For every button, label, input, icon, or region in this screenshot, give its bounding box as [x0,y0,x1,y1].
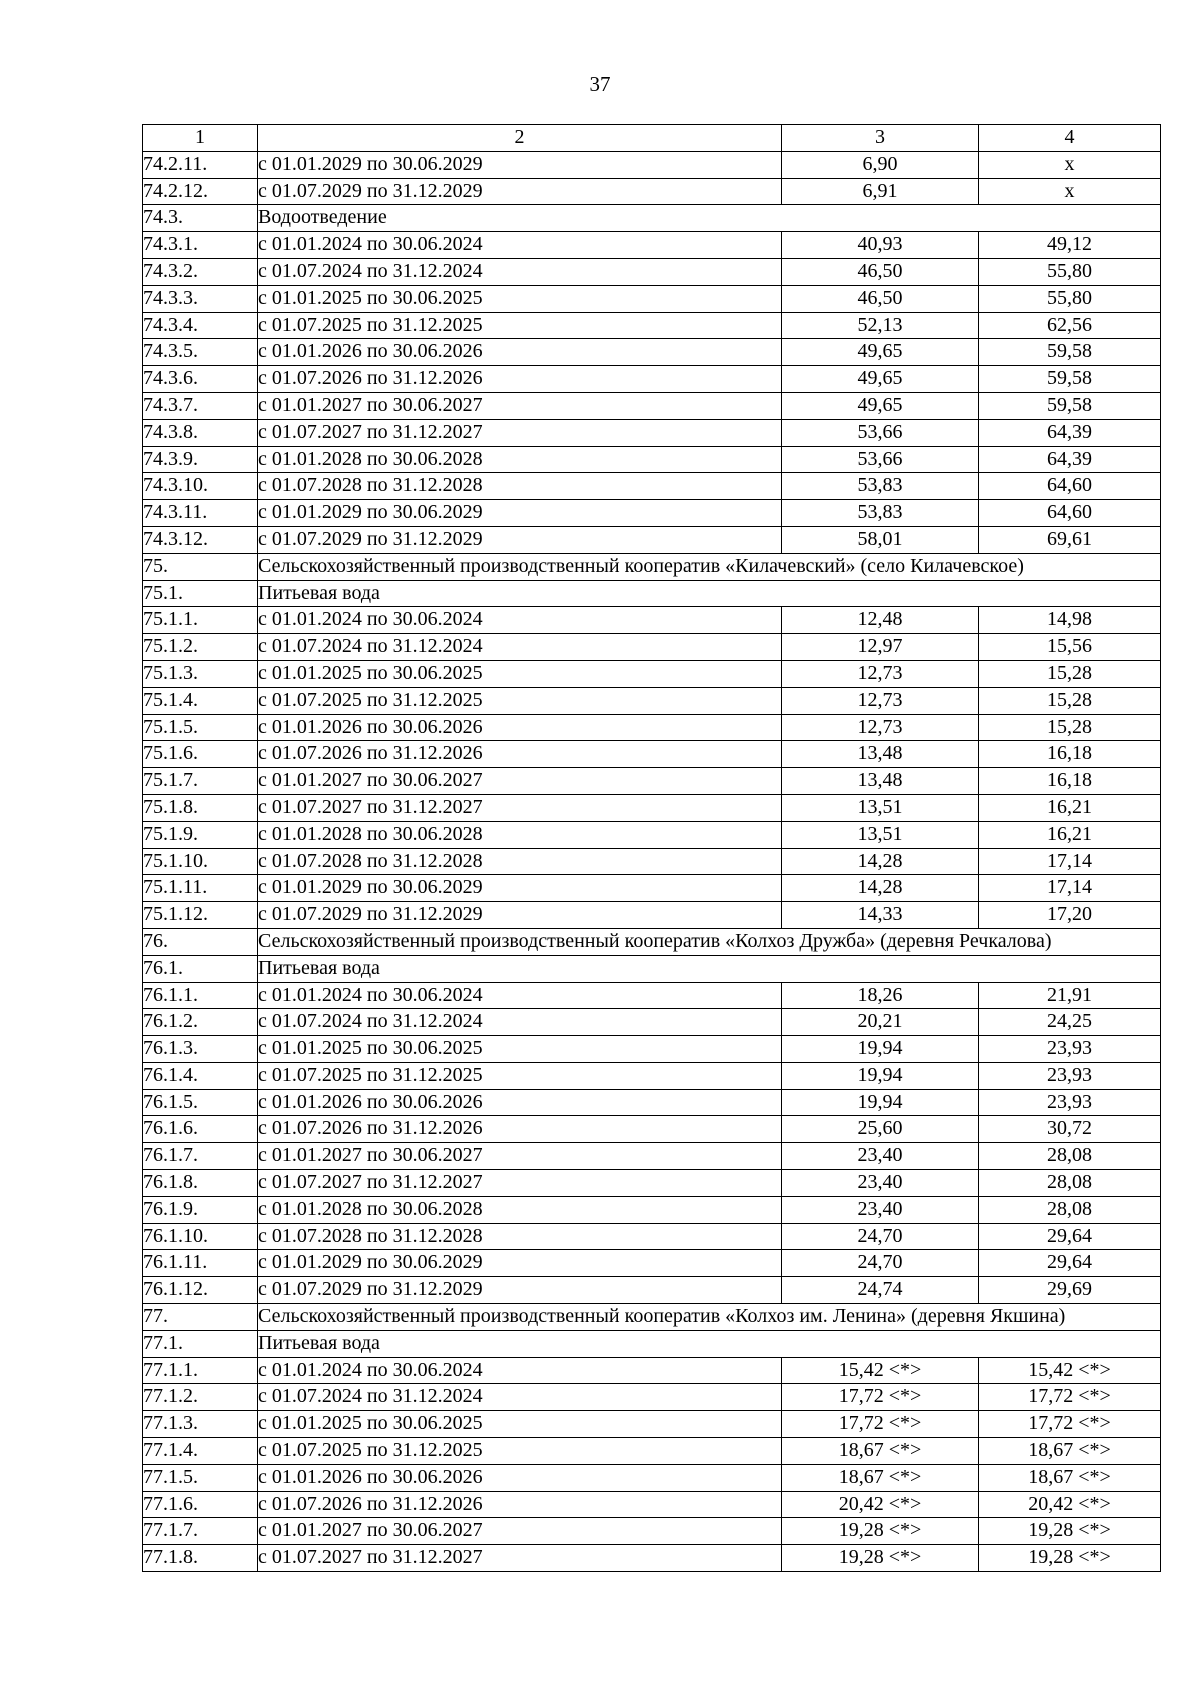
row-number: 74.2.12. [143,178,258,205]
period-cell: с 01.01.2026 по 30.06.2026 [258,714,782,741]
tariff-value-col4: 15,28 [979,660,1161,687]
period-cell: с 01.01.2027 по 30.06.2027 [258,1518,782,1545]
tariff-value-col4: 64,60 [979,500,1161,527]
table-row [143,1170,1161,1197]
tariff-value-col4: х [979,178,1161,205]
tariff-value-col4: 64,60 [979,473,1161,500]
tariff-value-col3: 25,60 [782,1116,979,1143]
period-cell: с 01.01.2024 по 30.06.2024 [258,607,782,634]
period-cell: с 01.07.2027 по 31.12.2027 [258,1170,782,1197]
period-cell: с 01.01.2029 по 30.06.2029 [258,151,782,178]
period-cell: с 01.01.2029 по 30.06.2029 [258,875,782,902]
tariff-value-col4: 28,08 [979,1143,1161,1170]
table-row [143,768,1161,795]
tariff-value-col4: 14,98 [979,607,1161,634]
period-cell: с 01.01.2028 по 30.06.2028 [258,821,782,848]
tariff-table-body [143,125,1161,1572]
tariff-value-col4: 62,56 [979,312,1161,339]
tariff-value-col3: 49,65 [782,392,979,419]
table-row [143,1250,1161,1277]
tariff-value-col3: 19,94 [782,1089,979,1116]
row-number: 74.3.9. [143,446,258,473]
row-number: 76.1. [143,955,258,982]
period-cell: с 01.07.2029 по 31.12.2029 [258,178,782,205]
period-cell: с 01.07.2028 по 31.12.2028 [258,848,782,875]
row-number: 77.1.7. [143,1518,258,1545]
row-number: 74.3.12. [143,526,258,553]
tariff-value-col4: 64,39 [979,446,1161,473]
period-cell: с 01.07.2024 по 31.12.2024 [258,634,782,661]
tariff-value-col3: 19,94 [782,1036,979,1063]
tariff-value-col4: 30,72 [979,1116,1161,1143]
tariff-value-col3: 40,93 [782,232,979,259]
row-number: 74.3. [143,205,258,232]
table-row [143,1062,1161,1089]
tariff-value-col4: 17,72 <*> [979,1411,1161,1438]
table-row [143,982,1161,1009]
tariff-value-col3: 12,48 [782,607,979,634]
period-cell: с 01.01.2029 по 30.06.2029 [258,500,782,527]
table-row [143,848,1161,875]
tariff-value-col3: 18,26 [782,982,979,1009]
tariff-value-col3: 12,73 [782,687,979,714]
row-number: 74.3.3. [143,285,258,312]
table-row [143,1196,1161,1223]
column-number-header-row [143,125,1161,152]
row-number: 75.1.8. [143,794,258,821]
tariff-value-col4: 19,28 <*> [979,1518,1161,1545]
tariff-value-col3: 23,40 [782,1170,979,1197]
tariff-value-col4: 55,80 [979,285,1161,312]
section-title: Водоотведение [258,205,1161,232]
tariff-value-col4: 20,42 <*> [979,1491,1161,1518]
row-number: 76.1.7. [143,1143,258,1170]
tariff-value-col4: 16,21 [979,794,1161,821]
period-cell: с 01.01.2027 по 30.06.2027 [258,392,782,419]
row-number: 74.3.7. [143,392,258,419]
tariff-value-col3: 53,66 [782,419,979,446]
row-number: 77.1.2. [143,1384,258,1411]
section-title: Питьевая вода [258,580,1161,607]
tariff-value-col4: 18,67 <*> [979,1438,1161,1465]
row-number: 77.1.3. [143,1411,258,1438]
tariff-value-col4: 17,14 [979,848,1161,875]
row-number: 75.1.11. [143,875,258,902]
table-row [143,1545,1161,1572]
period-cell: с 01.01.2029 по 30.06.2029 [258,1250,782,1277]
tariff-value-col3: 53,83 [782,500,979,527]
tariff-value-col3: 13,51 [782,794,979,821]
row-number: 77.1. [143,1330,258,1357]
table-row [143,392,1161,419]
table-row [143,634,1161,661]
period-cell: с 01.01.2025 по 30.06.2025 [258,1411,782,1438]
row-number: 75.1.3. [143,660,258,687]
row-number: 75.1.2. [143,634,258,661]
tariff-value-col4: 17,20 [979,902,1161,929]
tariff-value-col3: 18,67 <*> [782,1464,979,1491]
table-row [143,526,1161,553]
period-cell: с 01.01.2024 по 30.06.2024 [258,982,782,1009]
tariff-value-col3: 17,72 <*> [782,1384,979,1411]
row-number: 76.1.1. [143,982,258,1009]
tariff-value-col4: 16,21 [979,821,1161,848]
tariff-value-col4: 28,08 [979,1196,1161,1223]
period-cell: с 01.07.2026 по 31.12.2026 [258,366,782,393]
table-row [143,151,1161,178]
section-title: Сельскохозяйственный производственный кооператив «Килачевский» (село Килачевское) [258,553,1161,580]
table-row [143,1116,1161,1143]
period-cell: с 01.07.2025 по 31.12.2025 [258,1062,782,1089]
tariff-value-col3: 14,33 [782,902,979,929]
row-number: 76. [143,928,258,955]
section-row [143,205,1161,232]
column-number-2: 2 [258,125,782,152]
row-number: 74.3.10. [143,473,258,500]
table-row [143,258,1161,285]
tariff-value-col3: 13,51 [782,821,979,848]
tariff-value-col3: 17,72 <*> [782,1411,979,1438]
tariff-value-col4: 19,28 <*> [979,1545,1161,1572]
table-row [143,312,1161,339]
table-row [143,1223,1161,1250]
row-number: 75.1.7. [143,768,258,795]
table-row [143,741,1161,768]
row-number: 76.1.9. [143,1196,258,1223]
tariff-value-col4: 69,61 [979,526,1161,553]
tariff-value-col4: 29,64 [979,1250,1161,1277]
section-row [143,955,1161,982]
tariff-value-col4: 18,67 <*> [979,1464,1161,1491]
row-number: 77.1.1. [143,1357,258,1384]
period-cell: с 01.07.2026 по 31.12.2026 [258,741,782,768]
table-row [143,232,1161,259]
row-number: 77.1.4. [143,1438,258,1465]
tariff-value-col4: 16,18 [979,741,1161,768]
tariff-value-col3: 24,70 [782,1250,979,1277]
row-number: 75.1.9. [143,821,258,848]
tariff-value-col4: 59,58 [979,392,1161,419]
tariff-value-col3: 46,50 [782,258,979,285]
row-number: 75. [143,553,258,580]
tariff-value-col3: 12,73 [782,714,979,741]
period-cell: с 01.07.2027 по 31.12.2027 [258,1545,782,1572]
tariff-value-col3: 15,42 <*> [782,1357,979,1384]
tariff-value-col3: 46,50 [782,285,979,312]
tariff-value-col4: 15,56 [979,634,1161,661]
row-number: 77.1.8. [143,1545,258,1572]
table-row [143,1277,1161,1304]
tariff-value-col4: 15,28 [979,687,1161,714]
tariff-value-col3: 49,65 [782,366,979,393]
tariff-value-col4: 59,58 [979,366,1161,393]
row-number: 74.3.4. [143,312,258,339]
column-number-4: 4 [979,125,1161,152]
tariff-value-col4: 23,93 [979,1089,1161,1116]
tariff-value-col3: 13,48 [782,768,979,795]
row-number: 75.1.12. [143,902,258,929]
section-row [143,1304,1161,1331]
row-number: 74.3.11. [143,500,258,527]
tariff-value-col4: 17,14 [979,875,1161,902]
tariff-value-col4: 55,80 [979,258,1161,285]
row-number: 74.2.11. [143,151,258,178]
period-cell: с 01.07.2027 по 31.12.2027 [258,794,782,821]
tariff-value-col3: 23,40 [782,1196,979,1223]
tariff-value-col3: 14,28 [782,875,979,902]
row-number: 74.3.6. [143,366,258,393]
tariff-value-col4: 49,12 [979,232,1161,259]
period-cell: с 01.01.2025 по 30.06.2025 [258,285,782,312]
table-row [143,875,1161,902]
row-number: 74.3.2. [143,258,258,285]
period-cell: с 01.07.2029 по 31.12.2029 [258,526,782,553]
table-row [143,1464,1161,1491]
row-number: 76.1.12. [143,1277,258,1304]
section-title: Питьевая вода [258,1330,1161,1357]
table-row [143,794,1161,821]
period-cell: с 01.07.2029 по 31.12.2029 [258,1277,782,1304]
table-row [143,1143,1161,1170]
period-cell: с 01.07.2024 по 31.12.2024 [258,258,782,285]
tariff-value-col4: 28,08 [979,1170,1161,1197]
tariff-value-col4: 59,58 [979,339,1161,366]
table-row [143,178,1161,205]
table-row [143,473,1161,500]
table-row [143,419,1161,446]
period-cell: с 01.01.2027 по 30.06.2027 [258,768,782,795]
period-cell: с 01.01.2025 по 30.06.2025 [258,660,782,687]
period-cell: с 01.01.2026 по 30.06.2026 [258,1089,782,1116]
table-row [143,1491,1161,1518]
section-row [143,1330,1161,1357]
period-cell: с 01.07.2028 по 31.12.2028 [258,1223,782,1250]
row-number: 75.1.1. [143,607,258,634]
table-row [143,1518,1161,1545]
table-row [143,1089,1161,1116]
tariff-value-col4: х [979,151,1161,178]
tariff-value-col3: 14,28 [782,848,979,875]
period-cell: с 01.01.2024 по 30.06.2024 [258,232,782,259]
period-cell: с 01.01.2026 по 30.06.2026 [258,339,782,366]
tariff-value-col3: 19,94 [782,1062,979,1089]
tariff-value-col3: 18,67 <*> [782,1438,979,1465]
period-cell: с 01.01.2025 по 30.06.2025 [258,1036,782,1063]
tariff-value-col3: 58,01 [782,526,979,553]
row-number: 76.1.2. [143,1009,258,1036]
period-cell: с 01.07.2029 по 31.12.2029 [258,902,782,929]
period-cell: с 01.07.2024 по 31.12.2024 [258,1009,782,1036]
row-number: 77.1.6. [143,1491,258,1518]
period-cell: с 01.01.2026 по 30.06.2026 [258,1464,782,1491]
period-cell: с 01.07.2026 по 31.12.2026 [258,1116,782,1143]
tariff-value-col3: 20,42 <*> [782,1491,979,1518]
row-number: 77. [143,1304,258,1331]
tariff-table [142,124,1161,1572]
tariff-value-col3: 24,74 [782,1277,979,1304]
tariff-value-col4: 24,25 [979,1009,1161,1036]
page-number: 37 [589,72,611,96]
period-cell: с 01.07.2028 по 31.12.2028 [258,473,782,500]
tariff-value-col4: 17,72 <*> [979,1384,1161,1411]
table-row [143,446,1161,473]
section-title: Сельскохозяйственный производственный кооператив «Колхоз им. Ленина» (деревня Якшина) [258,1304,1161,1331]
row-number: 74.3.1. [143,232,258,259]
tariff-value-col4: 64,39 [979,419,1161,446]
tariff-value-col4: 29,69 [979,1277,1161,1304]
table-row [143,1009,1161,1036]
tariff-value-col4: 15,28 [979,714,1161,741]
tariff-value-col3: 12,73 [782,660,979,687]
tariff-value-col3: 19,28 <*> [782,1518,979,1545]
row-number: 74.3.5. [143,339,258,366]
row-number: 76.1.5. [143,1089,258,1116]
table-row [143,1384,1161,1411]
tariff-value-col4: 23,93 [979,1036,1161,1063]
table-row [143,714,1161,741]
row-number: 76.1.6. [143,1116,258,1143]
row-number: 74.3.8. [143,419,258,446]
section-title: Сельскохозяйственный производственный кооператив «Колхоз Дружба» (деревня Речкалова) [258,928,1161,955]
table-row [143,500,1161,527]
section-row [143,553,1161,580]
period-cell: с 01.07.2026 по 31.12.2026 [258,1491,782,1518]
table-row [143,1357,1161,1384]
table-row [143,1438,1161,1465]
table-row [143,687,1161,714]
tariff-value-col3: 53,83 [782,473,979,500]
period-cell: с 01.01.2024 по 30.06.2024 [258,1357,782,1384]
table-row [143,607,1161,634]
tariff-value-col3: 19,28 <*> [782,1545,979,1572]
tariff-value-col3: 52,13 [782,312,979,339]
tariff-value-col4: 29,64 [979,1223,1161,1250]
table-row [143,821,1161,848]
row-number: 75.1.10. [143,848,258,875]
tariff-value-col3: 12,97 [782,634,979,661]
tariff-value-col3: 23,40 [782,1143,979,1170]
table-row [143,1411,1161,1438]
tariff-value-col3: 20,21 [782,1009,979,1036]
period-cell: с 01.07.2025 по 31.12.2025 [258,687,782,714]
row-number: 75.1.6. [143,741,258,768]
row-number: 76.1.3. [143,1036,258,1063]
row-number: 75.1.5. [143,714,258,741]
table-row [143,902,1161,929]
period-cell: с 01.01.2027 по 30.06.2027 [258,1143,782,1170]
column-number-3: 3 [782,125,979,152]
tariff-value-col4: 16,18 [979,768,1161,795]
tariff-value-col3: 6,91 [782,178,979,205]
period-cell: с 01.07.2025 по 31.12.2025 [258,1438,782,1465]
row-number: 76.1.4. [143,1062,258,1089]
period-cell: с 01.01.2028 по 30.06.2028 [258,446,782,473]
period-cell: с 01.07.2024 по 31.12.2024 [258,1384,782,1411]
table-row [143,285,1161,312]
row-number: 75.1. [143,580,258,607]
period-cell: с 01.07.2025 по 31.12.2025 [258,312,782,339]
period-cell: с 01.07.2027 по 31.12.2027 [258,419,782,446]
tariff-value-col4: 21,91 [979,982,1161,1009]
column-number-1: 1 [143,125,258,152]
tariff-value-col3: 6,90 [782,151,979,178]
row-number: 75.1.4. [143,687,258,714]
section-row [143,580,1161,607]
period-cell: с 01.01.2028 по 30.06.2028 [258,1196,782,1223]
tariff-value-col3: 13,48 [782,741,979,768]
tariff-value-col3: 24,70 [782,1223,979,1250]
tariff-value-col4: 23,93 [979,1062,1161,1089]
section-title: Питьевая вода [258,955,1161,982]
row-number: 76.1.10. [143,1223,258,1250]
table-row [143,1036,1161,1063]
table-row [143,366,1161,393]
tariff-value-col4: 15,42 <*> [979,1357,1161,1384]
row-number: 77.1.5. [143,1464,258,1491]
table-row [143,339,1161,366]
tariff-value-col3: 53,66 [782,446,979,473]
tariff-value-col3: 49,65 [782,339,979,366]
table-row [143,660,1161,687]
section-row [143,928,1161,955]
row-number: 76.1.11. [143,1250,258,1277]
row-number: 76.1.8. [143,1170,258,1197]
